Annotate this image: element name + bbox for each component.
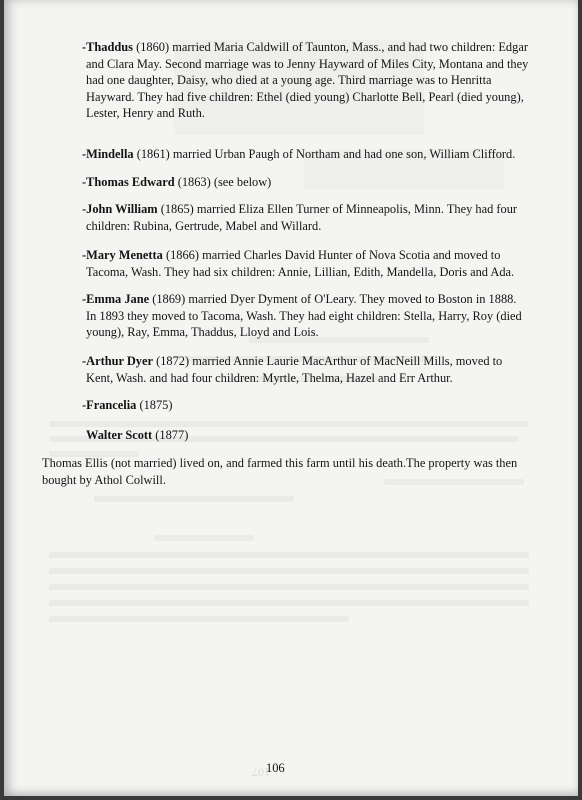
entry-continuation-line: Kent, Wash. and had four children: Myrtle, Thelma, Hazel and Err Arthur. xyxy=(86,370,453,385)
entry-text: (1877) xyxy=(152,428,189,442)
entry-continuation-line: Tacoma, Wash. They had six children: Annie, Lillian, Edith, Mandella, Doris and Ada. xyxy=(86,264,515,279)
entry-arthur-dyer xyxy=(82,353,542,386)
entry-continuation-line: and Clara May. Second marriage was to Jenny Hayward of Miles City, Montana and they xyxy=(86,56,529,71)
entry-walter-scott xyxy=(86,427,546,444)
entry-thaddus xyxy=(82,39,542,122)
entry-john-william xyxy=(82,201,542,234)
entry-continuation-line: Lester, Henry and Ruth. xyxy=(86,106,205,120)
closing-line: Thomas Ellis (not married) lived on, and farmed this farm until his death.The property was then xyxy=(42,456,518,470)
entry-name: -Emma Jane xyxy=(82,292,150,306)
entry-text: (1860) married Maria Caldwill of Taunton, Mass., and had two children: Edgar xyxy=(132,40,528,54)
document-page xyxy=(4,0,578,796)
entry-text: (1872) married Annie Laurie MacArthur of MacNeill Mills, moved to xyxy=(153,354,503,368)
entry-name: -Thomas Edward xyxy=(82,175,175,189)
entry-name: -John William xyxy=(82,202,158,216)
entry-continuation-line: had one daughter, Daisy, who died at a young age. Third marriage was to Henritta xyxy=(86,73,492,87)
entry-text: (1866) married Charles David Hunter of Nova Scotia and moved to xyxy=(162,248,501,262)
entry-mindella xyxy=(82,146,542,163)
entry-text: (1869) married Dyer Dyment of O'Leary. They moved to Boston in 1888. xyxy=(149,292,517,306)
entry-continuation-line: In 1893 they moved to Tacoma, Wash. They had eight children: Stella, Harry, Roy (died xyxy=(86,308,522,323)
entry-name: -Francelia xyxy=(82,398,137,412)
entry-thomas-edward xyxy=(82,174,542,191)
entry-continuation-line: young), Ray, Emma, Thaddus, Lloyd and Lois. xyxy=(86,325,319,339)
closing-line: bought by Athol Colwill. xyxy=(42,472,166,487)
entry-text: (1875) xyxy=(136,398,173,412)
bleed-through-page-number: 107 xyxy=(252,765,270,780)
entry-francelia xyxy=(82,397,542,414)
page-content xyxy=(4,0,578,796)
closing-paragraph xyxy=(42,455,542,488)
entry-name: -Arthur Dyer xyxy=(82,354,153,368)
entry-name: -Thaddus xyxy=(82,40,133,54)
entry-name: -Mary Menetta xyxy=(82,248,163,262)
entry-name: Walter Scott xyxy=(86,428,153,442)
entry-continuation-line: children: Rubina, Gertrude, Mabel and Willard. xyxy=(86,218,322,233)
entry-text: (1865) married Eliza Ellen Turner of Minneapolis, Minn. They had four xyxy=(157,202,518,216)
entry-continuation-line: Hayward. They had five children: Ethel (died young) Charlotte Bell, Pearl (died young), xyxy=(86,89,524,104)
entry-emma-jane xyxy=(82,291,542,341)
entry-text: (1863) (see below) xyxy=(174,175,272,189)
entry-name: -Mindella xyxy=(82,147,134,161)
entry-text: (1861) married Urban Paugh of Northam and had one son, William Clifford. xyxy=(133,147,516,161)
entry-mary-menetta xyxy=(82,247,542,280)
page-number: 106 xyxy=(266,761,285,775)
